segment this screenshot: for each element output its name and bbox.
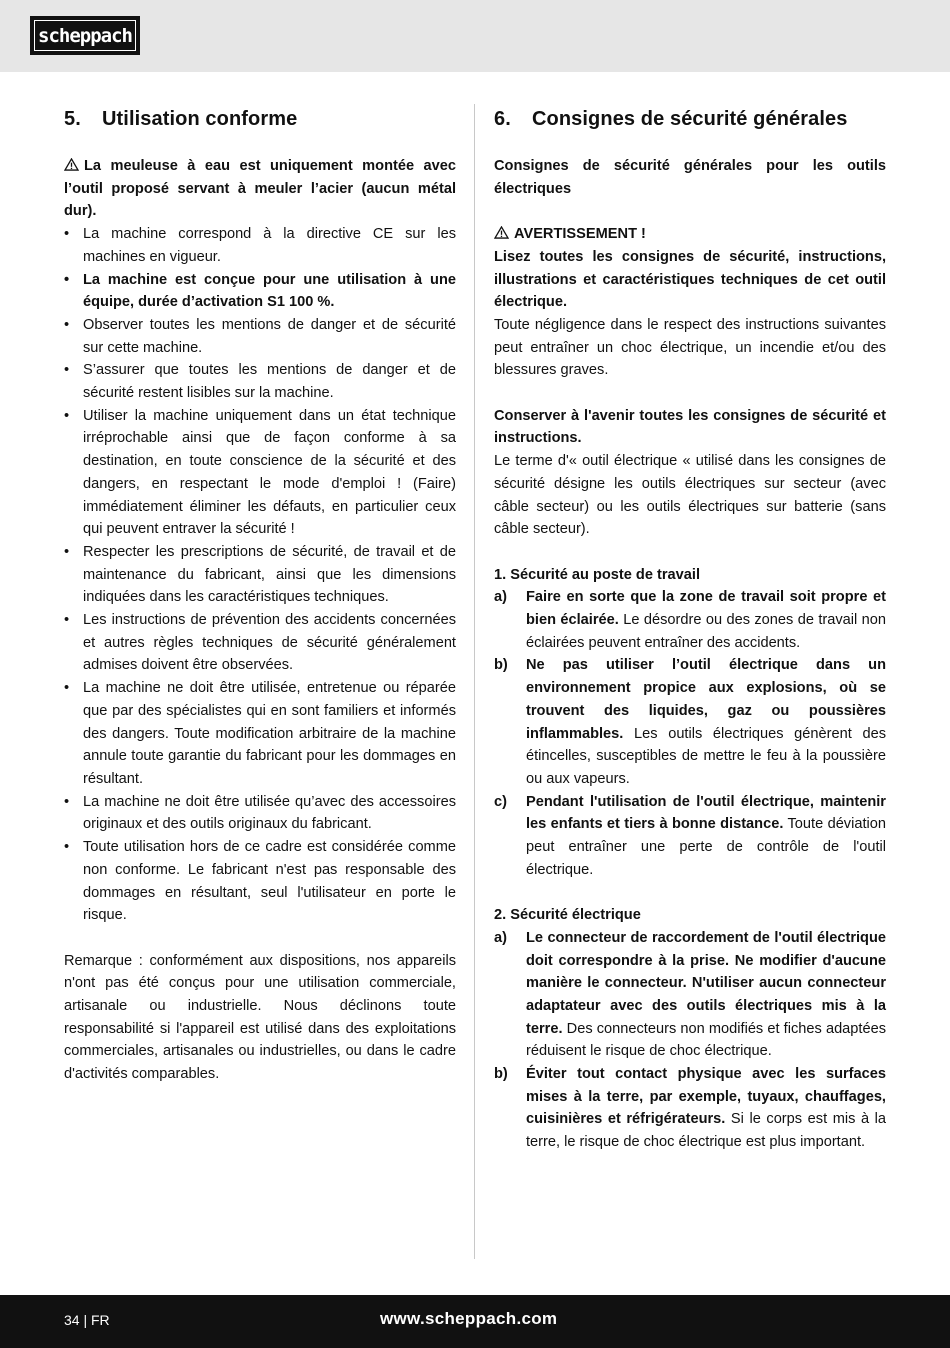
scheppach-logo: scheppach [30, 16, 140, 55]
keep-instructions-bold: Conserver à l'avenir toutes les consignes de sécurité et instructions. [494, 407, 886, 447]
keep-instructions-text: Le terme d'« outil électrique « utilisé dans les consignes de sécurité désigne les outils électriques sur secteur (avec câble secteur) ou les outils électriques sur batterie (sans câble secteur). [494, 453, 886, 538]
list-item: • Toute utilisation hors de ce cadre est considérée comme non conforme. Le fabricant n'est pas responsable des dommages en résultant, seul l'utilisateur en porte le risque. [64, 836, 456, 927]
list-item: c) Pendant l'utilisation de l'outil électrique, maintenir les enfants et tiers à bonne distance. Toute déviation peut entraîner une perte de contrôle de l'outil électrique. [494, 793, 886, 878]
workplace-list [494, 586, 886, 881]
usage-bullet-list [64, 223, 456, 927]
subsection-workplace-title: 1. Sécurité au poste de travail [494, 566, 701, 583]
list-item: b) Éviter tout contact physique avec les surfaces mises à la terre, par exemple, tuyaux, chauffages, cuisinières et réfrigérateurs. Si le corps est mis à la terre, le risque de choc électrique est plus important. [494, 1066, 887, 1151]
section-6-heading: 6. Consignes de sécurité générales [494, 108, 848, 130]
list-item: • S’assurer que toutes les mentions de danger et de sécurité restent lisibles sur la machine. [64, 359, 456, 404]
website-url: www.scheppach.com [380, 1309, 558, 1328]
list-item: • La machine ne doit être utilisée qu’avec des accessoires originaux et des outils originaux du fabricant. [64, 791, 456, 836]
list-item: • Les instructions de prévention des accidents concernées et autres règles techniques de sécurité généralement admises doivent être observées. [64, 609, 456, 677]
column-divider [474, 104, 475, 1259]
safety-subtitle: Consignes de sécurité générales pour les outils électriques [494, 158, 886, 197]
footer-bar [0, 1295, 950, 1348]
warning-text: Toute négligence dans le respect des instructions suivantes peut entraîner un choc électrique, un incendie et/ou des blessures graves. [494, 316, 886, 379]
warning-icon [494, 226, 509, 239]
list-item: b) Ne pas utiliser l’outil électrique dans un environnement propice aux explosions, où se trouvent des liquides, gaz ou poussières inflammables. Les outils électriques génèrent des étincelles, susceptibles de mettre le feu à la poussière ou aux vapeurs. [494, 657, 886, 787]
warning-bold-text: Lisez toutes les consignes de sécurité, instructions, illustrations et caractéristiques techniques de cet outil électrique. [494, 248, 886, 311]
list-item: • Observer toutes les mentions de danger et de sécurité sur cette machine. [64, 314, 456, 359]
remark-paragraph: Remarque : conformément aux dispositions, nos appareils n'ont pas été conçus pour une utilisation commerciale, artisanale ou industrielle. Nous déclinons toute responsabilité si l'appareil est utilisé dans des exploitations commerciales, artisanales ou industrielles, ou dans le cadre d'activités comparables. [64, 952, 456, 1083]
list-item: • La machine est conçue pour une utilisation à une équipe, durée d’activation S1 100 %. [64, 269, 456, 314]
list-item: a) Le connecteur de raccordement de l'outil électrique doit correspondre à la prise. Ne modifier d'aucune manière le connecteur. N'utiliser aucun connecteur adaptateur avec des outils électriques mis à la terre. Des connecteurs non modifiés et fiches adaptées réduisent le risque de choc électrique. [494, 929, 886, 1060]
section-5-heading: 5. Utilisation conforme [64, 108, 298, 130]
list-item: a) Faire en sorte que la zone de travail soit propre et bien éclairée. Le désordre ou des zones de travail non éclairées peuvent entraîner des accidents. [494, 589, 887, 651]
warning-label: AVERTISSEMENT ! [494, 223, 886, 246]
warning-icon [64, 158, 79, 171]
header-bar [0, 0, 950, 72]
electrical-list [494, 927, 886, 1154]
subsection-electrical-title: 2. Sécurité électrique [494, 907, 641, 924]
page-number: 34 | FR [64, 1312, 110, 1328]
section-consignes-securite [494, 104, 886, 1154]
list-item: • La machine correspond à la directive CE sur les machines en vigueur. [64, 223, 456, 268]
section-utilisation-conforme [64, 104, 456, 1086]
list-item: • Respecter les prescriptions de sécurité, de travail et de maintenance du fabricant, ainsi que les dimensions indiquées dans les caractéristiques techniques. [64, 541, 456, 609]
list-item: • Utiliser la machine uniquement dans un état technique irréprochable ainsi que de façon conforme à sa destination, en toute conscience de la sécurité et des dangers, en respectant le mode d'emploi ! (Faire) immédiatement éliminer les défauts, en particulier ceux qui peuvent entraver la sécurité ! [64, 405, 456, 541]
intro-warning: La meuleuse à eau est uniquement montée avec l’outil proposé servant à meuler l’acier (aucun métal dur). [64, 158, 456, 220]
list-item: • La machine ne doit être utilisée, entretenue ou réparée que par des spécialistes qui en sont familiers et informés des dangers. Toute modification arbitraire de la machine annule toute garantie du fabricant pour les dommages en résultant. [64, 677, 456, 791]
